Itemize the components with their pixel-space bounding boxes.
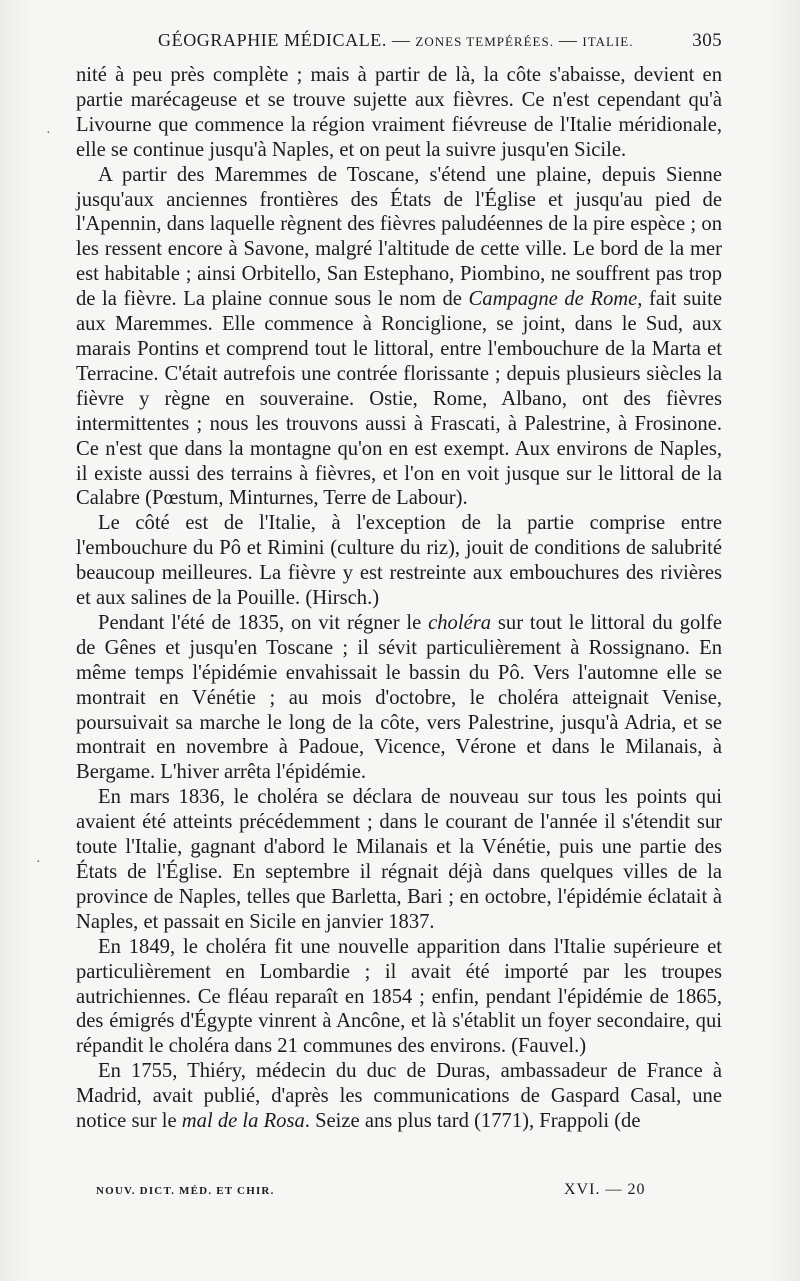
- volume-signature: XVI. — 20: [564, 1181, 646, 1198]
- paragraph: [76, 511, 722, 611]
- text-run: A partir des Maremmes de Toscane, s'étend une plaine, depuis Sienne jusqu'aux anciennes frontières des États de l'Église et jusqu'au pied de l'Apennin, dans laquelle règnent des fièvres paludéennes de la pire espèce ; on les ressent encore à Savone, malgré l'altitude de cette ville. Le bord de la mer est habitable ; ainsi Orbitello, San Estephano, Piombino, ne souffrent pas trop de la fièvre. La plaine connue sous le nom de: [76, 163, 722, 311]
- paragraph: [76, 1059, 722, 1134]
- text-run: Pendant l'été de 1835, on vit régner le: [98, 611, 429, 634]
- printer-signature: NOUV. DICT. MÉD. ET CHIR.: [96, 1185, 275, 1197]
- italic-term: choléra: [428, 611, 492, 634]
- text-run: En 1755, Thiéry, médecin du duc de Duras, ambassadeur de France à Madrid, avait publié, d'après les communications de Gaspard Casal, une notice sur le: [76, 1060, 722, 1133]
- margin-dot: ·: [46, 126, 51, 141]
- text-run: . Seize ans plus tard (1771), Frappoli (de: [304, 1110, 641, 1133]
- margin-dot: ·: [36, 855, 41, 870]
- subsection-title: ITALIE.: [582, 34, 634, 49]
- italic-term: Campagne de Rome: [468, 288, 638, 311]
- body-text: [76, 63, 722, 1134]
- running-header: [78, 30, 722, 60]
- paragraph: [76, 785, 722, 934]
- page-footer: [78, 1181, 722, 1203]
- paragraph: [76, 163, 722, 512]
- text-run: nité à peu près complète ; mais à partir de là, la côte s'abaisse, devient en partie marécageuse et se trouve sujette aux fièvres. Ce n'est cependant qu'à Livourne que commence la région vraiment fiévreuse de l'Italie méridionale, elle se continue jusqu'à Naples, et on peut la suivre jusqu'en Sicile.: [76, 64, 722, 161]
- paragraph: [76, 611, 722, 785]
- text-run: En mars 1836, le choléra se déclara de nouveau sur tous les points qui avaient été atteints précédemment ; dans le courant de l'année il s'étendit sur toute l'Italie, gagnant d'abord le Milanais et la Vénétie, puis une partie des États de l'Église. En septembre il régnait déjà dans quelques villes de la province de Naples, telles que Barletta, Bari ; en octobre, l'épidémie éclatait à Naples, et passait en Sicile en janvier 1837.: [76, 786, 722, 933]
- header-dash: —: [391, 30, 411, 50]
- text-run: , fait suite aux Maremmes. Elle commence à Ronciglione, se joint, dans le Sud, aux marais Pontins et comprend tout le littoral, entre l'embouchure de la Marta et Terracine. C'était autrefois une contrée florissante ; depuis plusieurs siècles la fièvre y règne en souveraine. Ostie, Rome, Albano, ont des fièvres intermittentes ; nous les trouvons aussi à Frascati, à Palestrine, à Frosinone. Ce n'est que dans la montagne qu'on en est exempt. Aux environs de Naples, il existe aussi des terrains à fièvres, et l'on en voit jusque sur le littoral de la Calabre (Pœstum, Minturnes, Terre de Labour).: [76, 288, 722, 510]
- paragraph: [76, 935, 722, 1060]
- page-number: 305: [692, 30, 722, 51]
- italic-term: mal de la Rosa: [181, 1110, 305, 1133]
- text-run: En 1849, le choléra fit une nouvelle apparition dans l'Italie supérieure et particulièrement en Lombardie ; il avait été importé par les troupes autrichiennes. Ce fléau reparaît en 1854 ; enfin, pendant l'épidémie de 1865, des émigrés d'Égypte vinrent à Ancône, et là s'établit un foyer secondaire, qui répandit le choléra dans 21 communes des environs. (Fauvel.): [76, 935, 722, 1058]
- paragraph: [76, 63, 722, 163]
- running-title: GÉOGRAPHIE MÉDICALE.: [158, 30, 387, 50]
- section-title: ZONES TEMPÉRÉES.: [415, 34, 554, 49]
- text-run: sur tout le littoral du golfe de Gênes et jusqu'en Toscane ; il sévit particulièrement à Rossignano. En même temps l'épidémie envahissait le bassin du Pô. Vers l'automne elle se montrait en Vénétie ; au mois d'octobre, le choléra atteignait Venise, poursuivait sa marche le long de la côte, vers Palestrine, jusqu'à Adria, et se montrait en novembre à Padoue, Vicence, Vérone et dans le Milanais, à Bergame. L'hiver arrêta l'épidémie.: [76, 611, 722, 784]
- text-run: Le côté est de l'Italie, à l'exception de la partie comprise entre l'embouchure du Pô et Rimini (culture du riz), jouit de conditions de salubrité beaucoup meilleures. La fièvre y est restreinte aux embouchures des rivières et aux salines de la Pouille. (Hirsch.): [76, 512, 722, 610]
- header-dash: —: [558, 30, 578, 50]
- running-title-line: [158, 30, 633, 51]
